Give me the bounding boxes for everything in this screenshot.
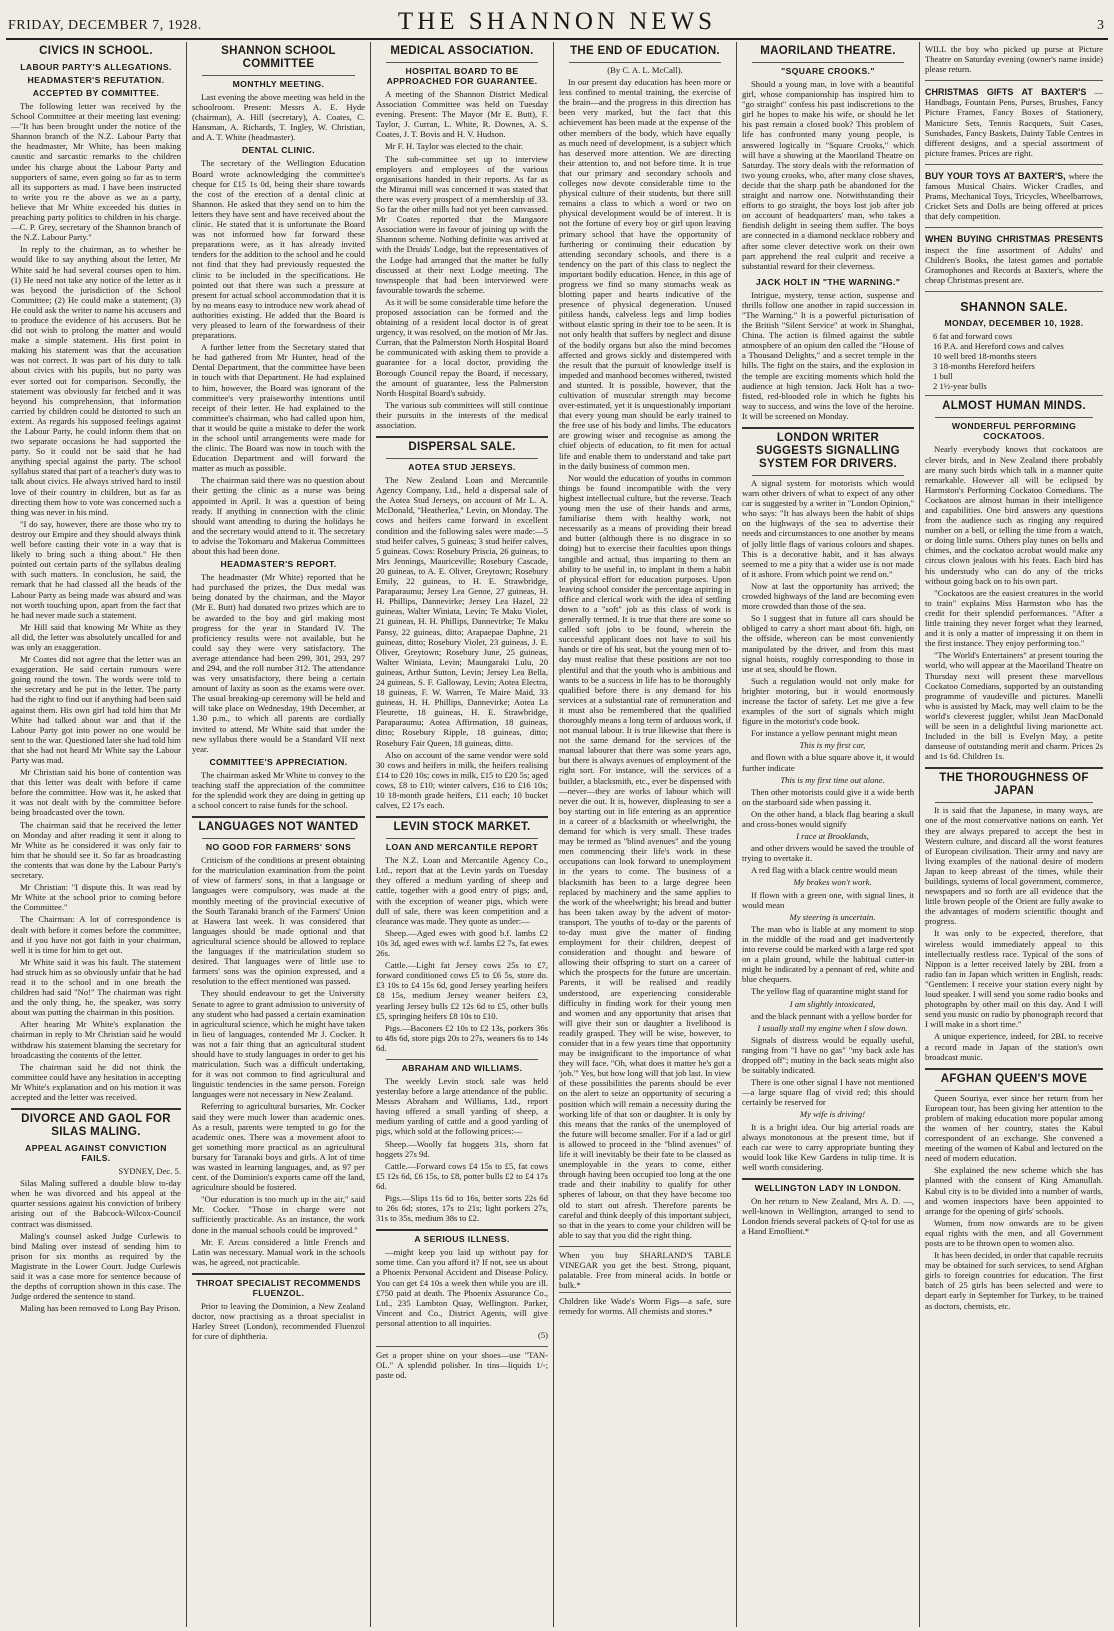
column-3	[371, 42, 554, 1627]
article-afghan-queen	[925, 1073, 1103, 1311]
advert-christmas-presents	[925, 232, 1103, 291]
advert-christmas-gifts	[925, 85, 1103, 165]
paragraph: Nor would the education of youths in common things be found incompatible with the very highest intellectual culture, but the reverse. Teach young men the use of their hands and arms, familiarise them with healthy work, not necessarily as a means of providing their bread and butter (although there is no disgrace in so doing) but to exercise their faculties upon things tangible and actual, thus imparting to them an ability to be useful in, to implant in them a habit of physical effort for education purposes. Upon leaving school consider the percentage aspiring in office and clerical work with the idea of settling down to a "soft" job as this class of work is generally termed. It is true that there are some so called soft jobs to be found, wherein the successful applicant does not have to soil his hands or tire of his seat, but the young men of to-day must realise that these positions are not too plentiful and that the youth who is ambitious and wants to be a success in life has to be thoroughly qualified before there is any demand for his services at a substantial rate of remuneration and it must also be remembered that the qualified thoroughly means a long term of arduous work, if not manual labour. It is true likewise that there is not the same demand for the services of the manual labourer that there was some years ago, but there is always avenues of employment of the right sort. For instance, will the services of a builder, a blacksmith, etc., ever be dispensed with—never—they are works of labour which will never die out. It is, however, displeasing to see a boy starting out in life entering as an apprentice in a career of a blacksmith or wheelwright, the demand for which is very small. These trades may be termed as "blind avenues" and the young men commencing their life's work in these occupations can look forward to unemployment in the years to come. The business of a blacksmith has been to a large degree been replaced by machinery and the same applies to the work of the wheelwright; his bread and butter has been taken away by the advent of motor-transport. The youths of to-day or the parents of to-day must give the matter of finding employment for their children, deepest of consideration and thought and beware of allowing their offspring to start on a career of which the prospects for the future are uncertain. Parents, it will be realised and readily understood, are experiencing considerable difficulty in finding work for their young men and women and any opportunity that arises that will give their son or daughter a livelihood is readily grasped. They will be wise, however, to consider that in a few years time that opportunity may be insignificant to the importance of what they will face. "Oh, what does it matter he's got a 'job.'" Yes, but how long will that job last. In view of these possibilities the parents should be ever on the alert to seize an opportunity of securing a position which will remain a necessity during the working life of that son or daughter. It is only by this means that the ranks of the unemployed of the future will become smaller. For if a lad or girl is allowed to proceed in the "blind avenues" of life it will inevitably be their fate to be classed as unemployable in the years to come, either through having been occupied too long at the one trade and their inability to qualify for other spheres of labour, on that they have become too old to start out afresh. Therefore parents be careful and think deeply of this important subject, so that in the years to come your children will be able to say that you did the right thing.	[559, 472, 731, 1240]
divider	[935, 1090, 1093, 1091]
sale-item: 16 P.A. and Hereford cows and calves	[933, 340, 1064, 351]
article-headline: THE THOROUGHNESS OF JAPAN	[939, 772, 1089, 798]
article-jack-holt	[742, 277, 914, 421]
paragraph: Such a regulation would not only make for brighter motoring, but it would enormously increase the factor of safety. Let me give a few examples of the sort of signals which might figure in the motorist's code book.	[742, 675, 914, 727]
paragraph: The headmaster (Mr White) reported that he had purchased the prizes, the Dux medal was being donated by the chairman, and the Mayor (Mr E. Butt) had donated two prizes which are to be awarded to the boy and girl making most progress for the year in Standard IV. The proficiency results were not available, but he could say they were very satisfactory. The average attendance had been 299, 301, 293, 297 and 294, and the roll number 312. The attendance was very unsatisfactory, there being a certain amount of laxity as soon as the exams were over. The usual breaking-up ceremony will be held and will take place on Wednesday, 19th December, at 1.30 p.m., to which all parents are cordially invited to attend. Mr White said that under the new syllabus there would be a Standard VII next year.	[192, 572, 365, 754]
paragraph: So I suggest that in future all cars should be obliged to carry a short mast about 6ft. high, on the offside, whereon can be most conveniently manipulated by the driver, and from this mast signal hoists, roughly corresponding to those in use at sea, should be flown.	[742, 613, 914, 674]
paragraph: A meeting of the Shannon District Medical Association Committee was held on Tuesday evening. Present: The Mayor (Mr E. Butt), F. Taylor, J. Curran, L. White, R. Downes, A. S. Coates, J. T. Bovis and H. V. Hudson.	[376, 89, 548, 140]
paragraph: Prior to leaving the Dominion, a New Zealand doctor, now practising as a throat specialist in Harley Street (London), recommended Fluenzol for cure of diphtheria.	[192, 1300, 365, 1342]
divider	[569, 62, 721, 63]
advert-serious-illness	[376, 1234, 548, 1340]
article-dispersal-sale	[376, 441, 548, 810]
column-2	[187, 42, 371, 1627]
paragraph: It is a bright idea. Our big arterial roads are always monotonous at the present time, but if each car were to carry appropriate bunting they would look like Kew Gardens in tulip time. It is well worth considering.	[742, 1121, 914, 1172]
paragraph: Mr White said it was his fault. The statement had struck him as so obviously unfair that he had read it to the school and in one breath the children had said "No!" The chairman was right and the only thing, he, the speaker, was sorry about was putting the chairman in this position.	[11, 956, 181, 1018]
signal-meaning: This is my first car,	[799, 740, 866, 751]
article-civics-in-school	[11, 45, 181, 1102]
article-languages-not-wanted	[192, 821, 365, 1267]
advert-headline: SHANNON SALE.	[960, 299, 1068, 314]
paragraph: The chairman said there was no question about their getting the clinic as a nurse was being appointed in April. It was a question of being ready. If anything in connection with the clinic should want attending to during the holidays he and the secretary would attend to it. The secretary to advise the Tokomaru and Makerua Committees about this had been done.	[192, 475, 365, 557]
paragraph: Then other motorists could give it a wide berth on the starboard side when passing it.	[742, 786, 914, 807]
paragraph: A unique experience, indeed, for 2BL to receive a record made in Japan of the station's own broadcast music.	[925, 1031, 1103, 1062]
paragraph: She explained the new scheme which she has planned with the consent of King Amanullah. Kabul city is to be divided into a number of wards, and women inspectors have been appointed to arrange for the opening of girls' schools.	[925, 1165, 1103, 1216]
signal-meaning: My brakes won't work.	[793, 877, 872, 888]
article-divider	[925, 1068, 1103, 1070]
paragraph: Mr Hill said that knowing Mr White as they all did, the letter was absolutely uncalled for and was only an exaggeration.	[11, 621, 181, 652]
paragraph: Referring to agricultural bursaries, Mr. Cocker said they were much lower than academic ones. As a result, parents were tempted to go for the academic ones. There was a movement afoot to get something more practical as an agricultural bursary for Taranaki boys and girls. A lot of time was wasted in learning languages, and, as 97 per cent. of the Dominion's exports came off the land, agriculture should be fostered.	[192, 1101, 365, 1193]
article-subhead: "SQUARE CROOKS."	[781, 66, 875, 76]
paragraph: If flown with a green one, with signal lines, it would mean	[742, 889, 914, 910]
paragraph: Mr F. H. Taylor was elected to the chair.	[385, 141, 524, 152]
paragraph: When you buy SHARLAND'S TABLE VINEGAR you get the best. Strong, piquant, palatable. Free from mineral acids. In bottle or bulk.*	[559, 1249, 731, 1291]
article-subhead: MONTHLY MEETING.	[232, 79, 325, 89]
article-wellington-lady	[742, 1183, 914, 1236]
paragraph: Pigs.—Baconers £2 10s to £2 13s, porkers 36s to 48s 6d, store pigs 20s to 27s, weaners 6s to 14s 6d.	[376, 1022, 548, 1053]
article-almost-human-minds	[925, 400, 1103, 761]
paragraph: They should endeavour to get the University Senate to agree to grant admission to university of any student who had passed a certain examination in agricultural science, which he might have taken in lieu of languages, contended Mr J. Cocker. It was not a fair thing that an agricultural student should have to study languages in order to get his matriculation. Such was a difficult undertaking, for it was not common to find agricultural and linguistic tendencies in the same person. Foreign languages were not necessary in New Zealand.	[192, 988, 365, 1100]
article-subhead: HEADMASTER'S REFUTATION.	[27, 75, 165, 85]
paragraph: Nearly everybody knows that cockatoos are clever birds, and in New Zealand there probably are many such birds which talk in a manner quite remarkable. However all will be eclipsed by Harmston's Performing Cockatoo Comedians. The Cockatoos are almost human in their intelligence and capabilities. One bird answers any questions from the audience such as ringing any required number on a bell, or telling the time from a watch, or doing little sums. Others play tunes on bells and chimes, and the cockatoo acrobat would make any circus clown jealous with his feats. Each bird has his understudy who can do any of the tricks without going back on to his own part.	[925, 444, 1103, 586]
paragraph: Last evening the above meeting was held in the schoolroom. Present: Messrs A. E. Hyde (chairman), A. Hill (secretary), A. Coates, C. Hansman, A. Richards, T. Ingley, W. Christian, and A. T. White (headmaster).	[192, 92, 365, 143]
paragraph: It has been decided, in order that capable recruits may be obtained for such services, to send Afghan girls to foreign countries for education. The first batch of 25 girls has been selected and were to depart early in September for Turkey, to be trained as doctors, chemists, etc.	[925, 1250, 1103, 1311]
article-divider	[192, 1273, 365, 1275]
article-divider	[376, 436, 548, 438]
paragraph: On her return to New Zealand, Mrs A. D. —, well-known in Wellington, arranged to send to London friends several packets of Q-tol for use as a Hand Emollient.*	[742, 1196, 914, 1237]
paragraph: For instance a yellow pennant might mean	[751, 728, 898, 739]
paragraph: Maling has been removed to Long Bay Prison.	[20, 1303, 181, 1314]
article-headline: LONDON WRITER SUGGESTS SIGNALLING SYSTEM FOR DRIVERS.	[756, 432, 900, 470]
article-headline: THE END OF EDUCATION.	[570, 45, 720, 57]
paragraph: Now at last the opportunity has arrived; the crowded highways of the land are becoming even more crowded than those of the sea.	[742, 580, 914, 612]
advert-text	[925, 234, 1103, 284]
sale-item: 3 18-months Hereford heifers	[933, 361, 1035, 372]
paragraph: Children like Wade's Worm Figs—a safe, sure remedy for worms. All chemists and stores.*	[559, 1296, 731, 1317]
article-divider	[742, 1178, 914, 1180]
advert-lead: BUY YOUR TOYS AT BAXTER'S,	[925, 170, 1066, 181]
paragraph: The chairman asked Mr White to convey to the teaching staff the appreciation of the committee for the splendid work they are doing in getting up a school concert to raise funds for the school.	[192, 769, 365, 811]
paragraph: Also on account of the same vendor were sold 30 cows and heifers in milk, the heifers realising £14 to £20 10s; cows in milk, £15 to £20 5s; aged cows, £8 to £10; winter calvers, £16 to £16 10s; 10 18-month grade heifers, £11 each; 10 bucket calves, £2 17s each.	[376, 749, 548, 811]
divider	[752, 475, 904, 476]
paragraph: Get a proper shine on your shoes—use "TAN-OL." A splendid polisher. In tins—liquids 1/-; paste od.	[376, 1350, 548, 1381]
article-divider	[192, 816, 365, 818]
divider	[202, 75, 355, 76]
divider	[386, 1059, 538, 1060]
paragraph: The sub-committee set up to interview employers and employees of the various organisations handed in their reports. As far as the Miranui mill was concerned it was stated that there was every prospect of a membership of 33. So far the other mills had not yet been canvassed. Mr Coates reported that the Mangaore Association were in favour of joining up with the Shannon scheme. Nothing definite was arrived at with the Druids' Lodge, but the representatives of the Lodge had arranged that the matter be fully discussed at their next Lodge meeting. The townspeople that had been interviewed were favourable towards the scheme.	[376, 153, 548, 295]
signal-meaning: My wife is driving!	[799, 1109, 866, 1120]
signal-meaning: My steering is uncertain.	[789, 911, 876, 922]
paragraph: The following letter was received by the School Committee at their meeting last evening:—"It has been brought under the notice of the Shannon branch of the N.Z. Labour Party that the headmaster, Mr White, has been making caustic and sarcastic remarks to the children under his charge about the Labour Party and supporters of same, even going so far as to term all its supporters as mad. I have been instructed to write you re the above as we as a party, believe that Mr White exceeded his duties in preaching party politics to children in his charge.—C. P. Grey, secretary of the Shannon branch of the N.Z. Labour Party."	[11, 101, 181, 243]
article-subhead: WONDERFUL PERFORMING COCKATOOS.	[951, 421, 1077, 442]
paragraph: Sheep.—Aged ewes with good b.f. lambs £2 10s 3d, aged ewes with w.f. lambs £2 7s, fat ewes 26s.	[376, 927, 548, 959]
column-1	[6, 42, 187, 1627]
paragraph: The chairman said he did not think the committee could have any hesitation in accepting Mr White's explanation and on his motion it was accepted and the letter was received.	[11, 1061, 181, 1102]
article-headline: DIVORCE AND GAOL FOR SILAS MALING.	[21, 1113, 171, 1139]
article-levin-stock-market	[376, 821, 548, 1053]
signal-meaning: I race at Brooklands,	[796, 831, 869, 842]
article-divider	[376, 1229, 548, 1231]
divider	[386, 62, 538, 63]
paragraph: Women, from now onwards are to be given equal rights with the men, and all Government posts are to be thrown open to women also.	[925, 1217, 1103, 1248]
article-subhead: LABOUR PARTY'S ALLEGATIONS.	[20, 62, 172, 72]
signal-meaning: I usually stall my engine when I slow down.	[757, 1022, 908, 1033]
article-headline: ABRAHAM AND WILLIAMS.	[401, 1062, 523, 1073]
article-headline: LEVIN STOCK MARKET.	[393, 821, 531, 834]
article-headline: MEDICAL ASSOCIATION.	[390, 45, 534, 57]
advert-body: inspect the fine assortment of Adults' and Children's Books, the latest games and portable Gramophones and Records at Baxter's, where the cheap Christmas present are.	[925, 244, 1103, 285]
newspaper-columns	[6, 42, 1108, 1627]
article-subhead: AOTEA STUD JERSEYS.	[408, 462, 516, 473]
masthead	[6, 4, 1108, 40]
article-headline: MAORILAND THEATRE.	[760, 45, 896, 57]
paragraph: Intrigue, mystery, tense action, suspense and thrills follow one another in rapid succession in "The Warning." It is a powerful picturisation of the British "Silent Service" at work in Shanghai, China. The action is filmed against the subtle atmosphere of an opium den called the "House of a Thousand Delights," and a secret temple in the hills. The fight on the stairs, and the explosion in the temple are exciting moments which hold the audience at high tension. Jack Holt has a two-fisted, red-blooded role in which he fights his way to success, and wins the love of the heroine. It will be screened on Monday.	[742, 289, 914, 421]
article-abraham-and-williams	[376, 1063, 548, 1223]
paragraph: "Our education is too much up in the air," said Mr. Cocker. "Those in charge were not sufficiently practicable. As an instance, the work done in the manual schools could be improved."	[192, 1194, 365, 1235]
paragraph: and flown with a blue square above it, it would further indicate	[742, 752, 914, 773]
paragraph: In reply to the chairman, as to whether he would like to say anything about the letter, Mr White said he had several courses open to him. (1) He need not take any notice of the letter as it was beyond the jurisdiction of the School Committee; (2) He could make a statement; (3) He could ask the writer to name his accusers and to produce the evidence of his accusers. But he did not wish to prolong the matter and would make a simple statement. His first point in making his statement was that the accusation was not correct. It was part of his duty to talk about civics with his pupils, but no party was ever sorted out for comparison. Secondly, the statement was obviously far fetched and it was beyond his comprehension, that information carried by children could be distorted to such an extent. As regards his supposed feelings against the Labour Party, he could inform them that on two separate occasions he had supported the party. So it could not be said that he had anything special against the party. The school syllabus stated that part of a teacher's duty was to talk about civics. He always strived hard to instil love of their country in children, but as far as directing them how to vote was concerned such a thing was never in his mind.	[11, 244, 181, 517]
advert-wades-worm-figs	[559, 1292, 731, 1316]
advert-lead: WHEN BUYING CHRISTMAS PRESENTS	[925, 234, 1103, 245]
advert-body: where the famous Musical Chairs. Wicker Cradles, and Prams, Mechanical Toys, Tricycles, Wheelbarrows, Cricket Sets and Dolls are being offered at prices that defy competition.	[925, 170, 1103, 222]
column-6	[920, 42, 1108, 1627]
divider	[935, 417, 1093, 418]
paragraph: A red flag with a black centre would mean	[751, 865, 898, 876]
article-subhead: NO GOOD FOR FARMERS' SONS	[205, 842, 352, 853]
article-headline: THROAT SPECIALIST RECOMMENDS FLUENZOL.	[196, 1277, 361, 1298]
paragraph: —might keep you laid up without pay for some time. Can you afford it? If not, see us about a Phoenix Personal Accident and Disease Policy. You can get £4 10s a week then while you are ill. £750 paid at death. The Phoenix Assurance Co., Ltd., 235 Lambton Quay, Wellington. Parker, Vincent and Co., District Agents, will give personal attention to all inquiries.	[376, 1247, 548, 1328]
sale-item-list	[925, 331, 1103, 392]
section-subhead: COMMITTEE'S APPRECIATION.	[209, 756, 348, 767]
paragraph: The yellow flag of quarantine might stand for	[751, 986, 908, 997]
page-number: 3	[1097, 18, 1104, 33]
paragraph: The secretary of the Wellington Education Board wrote acknowledging the committee's cheque for £15 1s 0d, being their share towards the cost of the erection of a dental clinic at Shannon. He asked that they send on to him the letters they have sent and have received about the clinic. He stated that it is unfortunate the Board was not informed how far forward these preparations were, as it has already invited tenders for the addition to the school and he could not find that they had previously requested the clinic to be included in the specifications. He pointed out that there was such a pressure at present for actual school accommodation that it is by no means easy to introduce new work ahead of authorities existing. He added that the Board is very pleased to learn of the forwardness of their preparations.	[192, 158, 365, 341]
paragraph: A further letter from the Secretary stated that he had gathered from Mr Hunter, head of the Dental Department, that the committee have been in touch with that Department. He had explained to him, however, the Board was ignorant of the committee's very praiseworthy intentions until receipt of their letter. He had explained to the committee's chairman, who had called upon him, that it would be quite a mistake to defer the work in the school until arrangements were made for the clinic. The Board was now in touch with the Education Department and will forward the matter as much as possible.	[192, 342, 365, 474]
advert-lost-purse	[925, 42, 1103, 81]
paragraph: Maling's counsel asked Judge Curlewis to bind Maling over instead of sending him to prison for six months as required by the Magistrate in the Lower Court. Judge Curlewis said it was a case more for sentence because of the depths of corruption shown in this case. The Judge ordered the sentence to stand.	[11, 1230, 181, 1302]
article-school-committee	[192, 45, 365, 810]
advert-tan-ol	[376, 1346, 548, 1380]
advert-text: WILL the boy who picked up purse at Picture Theatre on Saturday evening (owner's name inside) please return.	[925, 44, 1103, 75]
article-headline: CIVICS IN SCHOOL.	[39, 45, 153, 57]
divider	[935, 802, 1093, 803]
article-headline: JACK HOLT IN "THE WARNING."	[755, 276, 901, 287]
advert-shannon-sale	[925, 296, 1103, 397]
paragraph: After hearing Mr White's explanation the chairman in reply to Mr Christian said he would withdraw his statement blaming the secretary for broadcasting the contents of the letter.	[11, 1019, 181, 1060]
paragraph: It is said that the Japanese, in many ways, are one of the most conservative nations on earth. Yet they are always prepared to accept the best in Western culture, and discard all the worst features of European civilisation. Their army and navy are living examples of the national desire of modern Japan to keep abreast of the times, while their buildings, systems of local government, commerce, newspapers and so forth are all evidence that the little brown people of the Orient are fully awake to the advantages of modern scientific thought and progress.	[925, 805, 1103, 927]
advert-text	[925, 171, 1103, 221]
paragraph: Mr Coates did not agree that the letter was an exaggeration. He said certain rumours were going round the town. The words were told to the secretary and he put in the letter. The party had the right to find out if anything had been said against them. His own girl had told him that Mr White had talked about war and that if the Labour Party got into power no one would be sent to the war. Questioned later she had told him that she had not heard Mr White say the Labour Party was mad.	[11, 654, 181, 765]
paragraph: Cattle.—Forward cows £4 15s to £5, fat cows £5 12s 6d, £6 15s, to £8, potter bulls £2 to £4 17s 6d.	[376, 1160, 548, 1191]
divider	[386, 838, 538, 839]
advert-text	[925, 87, 1103, 158]
signal-meaning: I am slightly intoxicated,	[789, 998, 876, 1009]
advert-sharlands-vinegar	[559, 1246, 731, 1290]
section-subhead: HEADMASTER'S REPORT.	[220, 559, 337, 570]
article-subhead: LOAN AND MERCANTILE REPORT	[385, 842, 539, 853]
paragraph: "Cockatoos are the easiest creatures in the world to train" explains Miss Harmston who has the credit for their splendid performances. "After a little training they never forget what they learned, and it is only a matter of impressing it on them in the first instance. They enjoy performing too."	[925, 587, 1103, 649]
sale-item: 2 1½-year bulls	[933, 381, 987, 392]
paragraph: The chairman said that he received the letter on Monday and after reading it sent it along to Mr White as he considered it was only fair to him that he should see it. So far as broadcasting the contents that was done by the Labour Party's secretary.	[11, 819, 181, 881]
paragraph: The Chairman: A lot of correspondence is dealt with before it comes before the committee, and if you have not got faith in your chairman, well it is time for him to get out.	[11, 914, 181, 955]
paragraph: Pigs.—Slips 11s 6d to 16s, better sorts 22s 6d to 26s 6d; stores, 17s to 21s; light porkers 27s, 31s to 35s, medium 38s to £2.	[376, 1193, 548, 1224]
article-headline: WELLINGTON LADY IN LONDON.	[754, 1183, 902, 1193]
signal-meaning: This is my first time out alone.	[780, 774, 885, 785]
paragraph: The New Zealand Loan and Mercantile Agency Company, Ltd., held a dispersal sale of the Aotea Stud Jerseys, on account of Mr L. A. McDonald, "Heatherlea," Levin, on Monday. The cows and heifers came forward in excellent condition and the following sales were made:—5 stud heifer calves, 5 guineas; 3 stud heifer calves, 5 guineas. Cows: Rosebury Priscia, 26 guineas, to Mrs Jennings, Mauriceville; Rosebury Cascade, 20 guineas, to A. E. Oliver, Greytown; Rosebury Emily, 22 guineas, to H. E. Strawbridge, Paraparaumu; Jersey Lea Genoe, 27 guineas, H. H. Phillips, Dannevirke; Jersey Lea Hazel, 22 guineas, Walter Winiata, Levin; Te Maku Violet, 21 guineas, H. H. Phillips, Dannevirke; Te Maku Pansy, 22 guineas, ditto; Arapaepae Daphne, 21 guineas, ditto; Rosebury Violet, 23 guineas, J. E. Oliver, Greytown; Rosebury June, 25 guineas, Walter Winiata, Levin; Maungaraki Lulu, 20 guineas, Arthur Sutton, Levin; Jersey Lea Bella, 24 guineas, S. F. Galloway, Levin; Aotea Electra, 18 guineas, F. W. Warren, Te Maire Maid, 33 guineas, H. H. Phillips, Dannevirke; Aotea La Fleurette, 18 guineas, H. E. Strawbridge, Paraparaumu; Aotea Affirmation, 18 guineas, ditto; Rosebury Ripple, 18 guineas, ditto; Rosebury Fair Queen, 18 guineas, ditto.	[376, 475, 548, 748]
paragraph: The weekly Levin stock sale was held yesterday before a large attendance of the public. Messrs Abraham and Williams, Ltd., report having offered a small yarding of sheep, a medium yarding of cattle and a good yarding of pigs, which sold at the following prices:—	[376, 1075, 548, 1137]
advert-toys	[925, 169, 1103, 228]
article-headline: AFGHAN QUEEN'S MOVE	[940, 1072, 1088, 1085]
paragraph: Mr Christian said his bone of contention was that this letter was dealt with before if came before the committee. How was it, he asked that it was not dealt with by the committee before being broadcasted over the town.	[11, 767, 181, 818]
article-signalling-system	[742, 432, 914, 1172]
paragraph: Silas Maling suffered a double blow to-day when he was divorced and his appeal at the quarter sessions against his conviction of bribery arising out of the Babcock-Wilcox-Council contract was dismissed.	[11, 1178, 181, 1229]
column-4	[554, 42, 737, 1627]
paragraph: A signal system for motorists which would warn other drivers of what to expect of any other car is suggested by a writer in "London Opinion," who says: "It has always been the habit of ships on the highways of the sea to advertise their needs and circumstances to one another by means of jolly little flags of various colours and shapes. This is a decorative habit, and it has always seemed to me a pity that a wider use is not made of it ashore. From which point we rend on."	[742, 478, 914, 579]
section-subhead: DENTAL CLINIC.	[241, 145, 316, 156]
paragraph: It was only to be expected, therefore, that wireless would immediately appeal to this intellectually restless race. Typical of the sons of Nippon is a letter received lately by 2BL from a radio fan in Japan which written in English, reads: "Gentlemen: I receive your station every night by loud speaker. I will send you some radio books and photographs by other mail on this day. And I will send you music on radio by phonograph record that I will make in a short time."	[925, 928, 1103, 1030]
article-end-of-education	[559, 45, 731, 1240]
advert-headline: A SERIOUS ILLNESS.	[414, 1234, 510, 1245]
article-divider	[742, 427, 914, 429]
article-subhead: ACCEPTED BY COMMITTEE.	[32, 88, 160, 98]
divider	[202, 838, 355, 839]
article-divider	[925, 767, 1103, 769]
paragraph: In our present day education has been more or less confined to mental training, the exercise of the brain—and the progress in this direction has been very marked, but the fact that this achievement has been made at the expense of the other members of the body, which have equally as much need of development, is a subject which has deserved more attention. We are directing their attention to, and not before time. It is true that our primary and secondary schools and colleges now devote considerable time to the physical culture of their students, but there still remains a class to which a word or two on physical development would be of interest. It is not the fortune of every boy or girl upon leaving primary school that have the opportunity of furthering or continuing their education by attending secondary schools, and there is a tendency on the part of this class to neglect the important bodily education. Hence, in this age of progress we find so many stomachs weak as blotting paper and hearts indicative of the presence of physical degeneration. Unused pitiless hands, calveless legs and limp bodies without elastic spring in their toe to be seen. It is not only health that suffers by neglect and disuse of the bodily organs but also the mind becomes affected and grows sickly and distempered with the result that the pursuit of knowledge itself is impeded and manhood becomes withered, twisted and stunted. It is possible, however, that the cultivation of muscular strength may become over-estimated, yet it is unquestionably important that every young man should be early trained to the free use of his body and limbs. The educators are growing wiser and recognise as among the chief objects of education, to fit men for actual life and enable them to understand and take part in the daily business of common men.	[559, 77, 731, 471]
sale-date: MONDAY, DECEMBER 10, 1928.	[944, 317, 1084, 328]
paragraph: The various sub committees will still continue their pursuits in the interests of the medical association.	[376, 399, 548, 430]
paragraph: The N.Z. Loan and Mercantile Agency Co., Ltd., report that at the Levin yards on Tuesday they offered a medium yarding of sheep and cattle, together with a good entry of pigs; and, with the exception of weaner pigs, which were dull of sale, there was keen competition and a clearance was made. They quote as under:—	[376, 855, 548, 926]
divider	[386, 458, 538, 459]
sale-item: 10 well bred 18-months steers	[933, 351, 1037, 362]
paragraph: Mr. F. Arcus considered a little French and Latin was necessary. Manual work in the schools was, he agreed, not practicable.	[192, 1236, 365, 1267]
article-subhead: HOSPITAL BOARD TO BE APPROACHED FOR GUARANTEE.	[386, 66, 538, 86]
article-maoriland-theatre	[742, 45, 914, 271]
paragraph: On the other hand, a black flag bearing a skull and cross-bones would signify	[742, 808, 914, 829]
advert-number: (5)	[537, 1330, 548, 1341]
paragraph: Criticism of the conditions at present obtaining for the matriculation examination from the point of view of farmers' sons, in that a language or languages were compulsory, was made at the monthly meeting of the provincial executive of the South Taranaki branch of the Farmers' Union at Hawera last week. It was considered that languages should be made optional and that agricultural science should be allowed to replace the languages if the matriculation student so desired. That languages were of little use to farmers' sons was the opinion expressed, and a resolution to the effect mentioned was passed.	[192, 855, 365, 987]
paragraph: Mr Christian: "I dispute this. It was read by Mr White at the school prior to coming before the Committee."	[11, 882, 181, 913]
article-headline: SHANNON SCHOOL COMMITTEE	[221, 45, 336, 70]
article-headline: ALMOST HUMAN MINDS.	[942, 400, 1086, 413]
paragraph: and other drivers would be saved the trouble of trying to overtake it.	[742, 843, 914, 864]
article-divider	[11, 1108, 181, 1110]
article-divorce-and-gaol	[11, 1113, 181, 1313]
paragraph: "I do say, however, there are those who try to destroy our Empire and they should always think well before casting their vote in a way that is likely to bring such a thing about." He then pointed out certain parts of the syllabus dealing with such matters. In conclusion, he said, the remark that he had classed all the heads of the Labour Party as being made was absurd and was not worth touching upon, apart from the fact that he had never made such a statement.	[11, 518, 181, 620]
article-thoroughness-of-japan	[925, 772, 1103, 1061]
column-5	[737, 42, 920, 1627]
paragraph: As it will be some considerable time before the proposed association can be formed and the obtaining of a resident local doctor is of great urgency, it was resolved, on the motion of Mr Jas. Curran, that the Palmerston North Hospital Board be communicated with asking them to provide a guarantee for a local doctor, providing the Borough Council repay the Board, if necessary, the amount of guarantee, less the Palmerston North Hospital Board's subsidy.	[376, 296, 548, 398]
paragraph: Should a young man, in love with a beautiful girl, whose companionship has inspired him to "go straight" confess his past indiscretions to the girl he hopes to make his wife, or should he let his past remain a closed book? This problem of life has confronted many young people, is answered logically in "Square Crooks," which will have a showing at the Maoriland Theatre on Saturday. The story deals with the reformation of two young crooks, who, after many close shaves, decide that the sharp path be abandoned for the straight and narrow one. Notwithstanding their efforts to go straight, the boys lost job after job on account of headquarters' man, who takes a fiendish delight in seeing them suffer. The boys are connected in a diamond necklace robbery and after some clever detective work on their own part apprehend the real culprit and receive a substantial reward for their cleverness.	[742, 79, 914, 271]
article-throat-specialist	[192, 1278, 365, 1341]
divider	[752, 62, 904, 63]
article-headline: DISPERSAL SALE.	[408, 441, 516, 454]
sale-item: 6 fat and forward cows	[933, 330, 1013, 341]
advert-lead: CHRISTMAS GIFTS AT BAXTER'S	[925, 87, 1087, 98]
article-divider	[376, 816, 548, 818]
paragraph: Cattle.—Light fat Jersey cows 25s to £7, forward conditioned cows £5 to £6 5s, store do. £3 10s to £4 15s 6d, good Jersey yearling heifers £8 15s, medium Jersey weaner heifers £3, yearling Jersey bulls £2 12s 6d to £5, other bulls £5, springing heifers £8 10s to £10.	[376, 960, 548, 1021]
article-subhead: APPEAL AGAINST CONVICTION FAILS.	[25, 1143, 167, 1164]
issue-date: FRIDAY, DECEMBER 7, 1928.	[8, 18, 202, 33]
byline: (By C. A. L. McCall).	[607, 65, 683, 75]
paragraph: The man who is liable at any moment to stop in the middle of the road and get inadvertently into reverse could be marked with a large red spot on a plain ground, while the habitual cutter-in might be indicated by a pennant of red, white and blue chequers.	[742, 923, 914, 985]
article-headline: LANGUAGES NOT WANTED	[198, 821, 359, 834]
advert-body: —Handbags, Fountain Pens, Purses, Brushes, Fancy Picture Frames, Fancy Boxes of Stationery, Manicure Sets, Tennis Racquets, Suit Cases, Sunshades, Fancy Baskets, Dainty Table Centres in different designs, and a special assortment of picture frames. Prices are right.	[925, 87, 1104, 158]
paragraph: "The World's Entertainers" at present touring the world, who will appear at the Maoriland Theatre on Thursday next will present these marvellous Cockatoo Comedians, supported by an outstanding programme of vaudeville and pictures. Manelli who is assisted by Mack, may well claim to be the world's cleverest juggler, whilst Jean MacDonald will be seen in a delightful living marionette act. Included in the bill is Evelyn May, a petite danseuse of outstanding merit and charm. Prices 2s and 1s 6d. Children 1s.	[925, 650, 1103, 762]
paragraph: There is one other signal I have not mentioned—a large square flag of vivid red; this should certainly be reserved for	[742, 1077, 914, 1108]
dateline: SYDNEY, Dec. 5.	[118, 1166, 181, 1177]
paragraph: Sheep.—Woolly fat hoggets 31s, shorn fat hoggets 27s 9d.	[376, 1138, 548, 1159]
sale-item: 1 bull	[933, 371, 953, 382]
article-medical-association	[376, 45, 548, 430]
paragraph: Queen Souriya, ever since her return from her European tour, has been giving her attention to the problem of making education more popular among the women of her country, states the Kabul correspondent of an exchange. She convened a meeting of the women of Kabul and lectured on the need of modern education.	[925, 1092, 1103, 1164]
paragraph: and the black pennant with a yellow border for	[751, 1010, 912, 1021]
newspaper-title: THE SHANNON NEWS	[397, 8, 717, 35]
paragraph: Signals of distress would be equally useful, ranging from "I have no gas" "my back axle has dropped off"; mutiny in the back seats might also be suitably indicated.	[742, 1034, 914, 1076]
